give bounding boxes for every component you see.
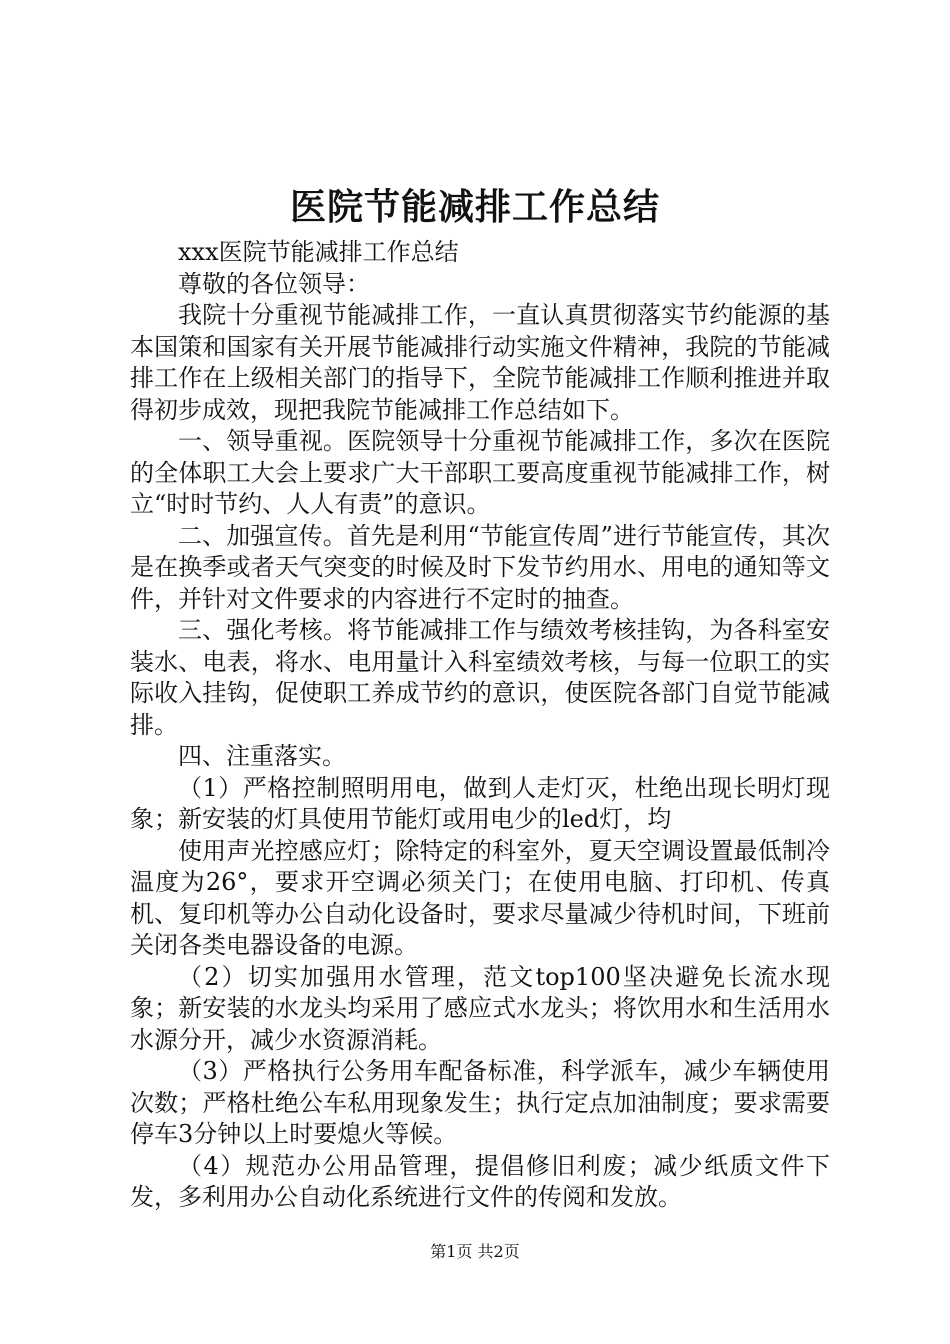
document-body — [130, 237, 830, 1214]
page-footer: 第1页 共2页 — [430, 1242, 520, 1261]
paragraph-section-1: 一、领导重视。医院领导十分重视节能减排工作，多次在医院的全体职工大会上要求广大干部职工要高度重视节能减排工作，树立“时时节约、人人有责”的意识。 — [130, 427, 830, 518]
paragraph-item-4: （4）规范办公用品管理，提倡修旧利废；减少纸质文件下发，多利用办公自动化系统进行文件的传阅和发放。 — [130, 1151, 830, 1211]
paragraph-salutation: 尊敬的各位领导： — [178, 269, 370, 298]
paragraph-section-4: 四、注重落实。 — [178, 742, 346, 770]
paragraph-heading-line: xxx医院节能减排工作总结 — [178, 238, 459, 266]
paragraph-section-3: 三、强化考核。将节能减排工作与绩效考核挂钩，为各科室安装水、电表，将水、电用量计入科室绩效考核，与每一位职工的实际收入挂钩，促使职工养成节约的意识，使医院各部门自觉节能减排。 — [130, 616, 830, 739]
document-title: 医院节能减排工作总结 — [289, 187, 660, 228]
paragraph-section-2: 二、加强宣传。首先是利用“节能宣传周”进行节能宣传，其次是在换季或者天气突变的时候及时下发节约用水、用电的通知等文件，并针对文件要求的内容进行不定时的抽查。 — [130, 521, 830, 613]
paragraph-item-3: （3）严格执行公务用车配备标准，科学派车，减少车辆使用次数；严格杜绝公车私用现象发生；执行定点加油制度；要求需要停车3分钟以上时要熄火等候。 — [130, 1057, 830, 1148]
paragraph-item-2: （2）切实加强用水管理，范文top100坚决避免长流水现象；新安装的水龙头均采用了感应式水龙头；将饮用水和生活用水水源分开，减少水资源消耗。 — [130, 962, 830, 1054]
paragraph-intro: 我院十分重视节能减排工作，一直认真贯彻落实节约能源的基本国策和国家有关开展节能减排行动实施文件精神，我院的节能减排工作在上级相关部门的指导下，全院节能减排工作顺利推进并取得初步成效，现把我院节能减排工作总结如下。 — [130, 301, 830, 424]
paragraph-item-1b: 使用声光控感应灯；除特定的科室外，夏天空调设置最低制冷温度为26°，要求开空调必须关门；在使用电脑、打印机、传真机、复印机等办公自动化设备时，要求尽量减少待机时间，下班前关闭各类电器设备的电源。 — [130, 836, 830, 959]
paragraph-item-1a: （1）严格控制照明用电，做到人走灯灭，杜绝出现长明灯现象；新安装的灯具使用节能灯或用电少的led灯，均 — [130, 773, 830, 833]
